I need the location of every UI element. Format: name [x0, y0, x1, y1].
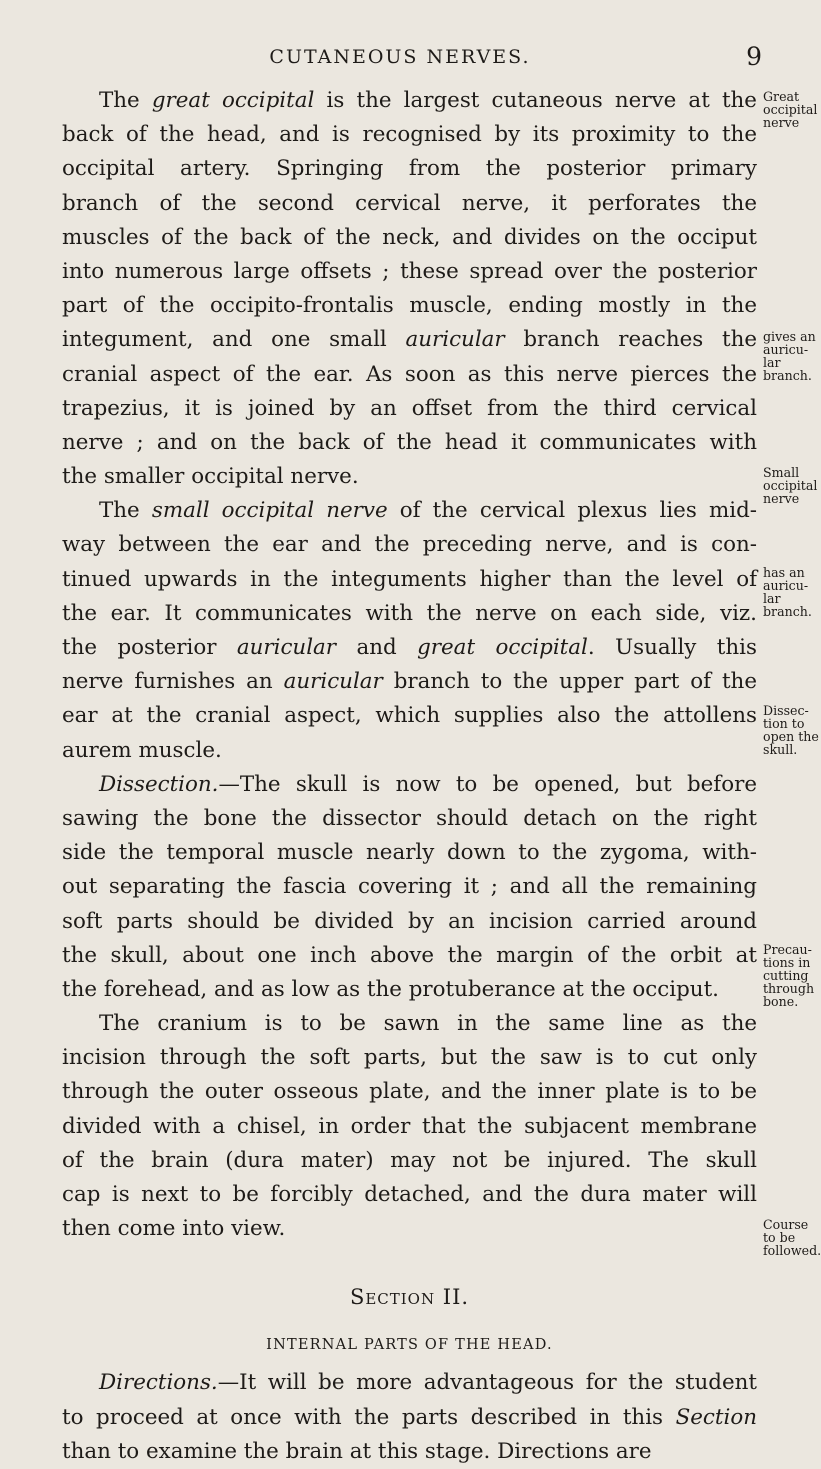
text-line: to proceed at once with the parts described in this Section: [62, 1404, 757, 1430]
section-title: Section II.: [349, 1285, 470, 1310]
text-line: the skull, about one inch above the margin of the orbit at: [62, 942, 757, 968]
text-line: soft parts should be divided by an incision carried around: [62, 908, 757, 934]
body-text: [62, 84, 757, 1469]
text-line: The great occipital is the largest cutaneous nerve at the: [99, 88, 757, 113]
text-line: cranial aspect of the ear. As soon as this nerve pierces the: [62, 361, 757, 387]
margin-note: gives an auricu- lar branch.: [763, 329, 816, 383]
page-header: [0, 40, 800, 74]
text-line: integument, and one small auricular branch reaches the: [62, 327, 757, 353]
text-line: The small occipital nerve of the cervical plexus lies mid-: [99, 498, 757, 524]
text-line: through the outer osseous plate, and the inner plate is to be: [62, 1079, 757, 1105]
text-line: Dissection.—The skull is now to be opened, but before: [99, 771, 757, 797]
text-line: trapezius, it is joined by an offset from the third cervical: [62, 395, 757, 421]
text-line: muscles of the back of the neck, and divides on the occiput: [62, 224, 757, 250]
subsection-title: INTERNAL PARTS OF THE HEAD.: [266, 1337, 553, 1354]
margin-note: Small occipital nerve: [763, 465, 818, 506]
text-line: out separating the fascia covering it ; and all the remaining: [62, 874, 757, 900]
text-line: the ear. It communicates with the nerve on each side, viz.: [62, 600, 757, 626]
margin-note: Dissec- tion to open the skull.: [763, 703, 819, 757]
text-line: aurem muscle.: [62, 737, 222, 763]
text-line: ear at the cranial aspect, which supplies also the attollens: [62, 703, 757, 729]
margin-note: Precau- tions in cutting through bone.: [763, 942, 815, 1009]
text-line: the posterior auricular and great occipital. Usually this: [62, 635, 757, 660]
text-line: incision through the soft parts, but the saw is to cut only: [62, 1045, 757, 1071]
text-line: side the temporal muscle nearly down to the zygoma, with-: [62, 840, 757, 866]
text-line: divided with a chisel, in order that the subjacent membrane: [62, 1113, 757, 1139]
text-line: part of the occipito-frontalis muscle, ending mostly in the: [62, 293, 757, 319]
margin-note: Great occipital nerve: [763, 89, 818, 130]
text-line: tinued upwards in the integuments higher than the level of: [62, 566, 757, 592]
text-line: into numerous large offsets ; these spread over the posterior: [62, 258, 757, 284]
text-line: the forehead, and as low as the protuberance at the occiput.: [62, 976, 719, 1002]
text-line: then come into view.: [62, 1216, 286, 1242]
text-line: the smaller occipital nerve.: [62, 464, 359, 490]
text-line: of the brain (dura mater) may not be injured. The skull: [62, 1147, 757, 1173]
text-line: nerve ; and on the back of the head it communicates with: [62, 429, 757, 455]
text-line: way between the ear and the preceding nerve, and is con-: [62, 532, 757, 558]
text-line: than to examine the brain at this stage. Directions are: [62, 1438, 652, 1464]
margin-note: Course to be followed.: [763, 1217, 821, 1258]
text-line: back of the head, and is recognised by its proximity to the: [62, 122, 757, 148]
text-line: branch of the second cervical nerve, it perforates the: [62, 190, 757, 216]
text-line: nerve furnishes an auricular branch to the upper part of the: [62, 669, 757, 695]
text-line: cap is next to be forcibly detached, and the dura mater will: [62, 1182, 757, 1207]
text-line: sawing the bone the dissector should detach on the right: [62, 805, 757, 831]
running-head: CUTANEOUS NERVES.: [269, 46, 531, 68]
text-line: The cranium is to be sawn in the same line as the: [99, 1011, 757, 1037]
margin-note: has an auricu- lar branch.: [763, 565, 812, 619]
text-line: occipital artery. Springing from the posterior primary: [62, 156, 757, 182]
text-line: Directions.—It will be more advantageous for the student: [99, 1370, 757, 1396]
page-number: 9: [746, 42, 762, 71]
